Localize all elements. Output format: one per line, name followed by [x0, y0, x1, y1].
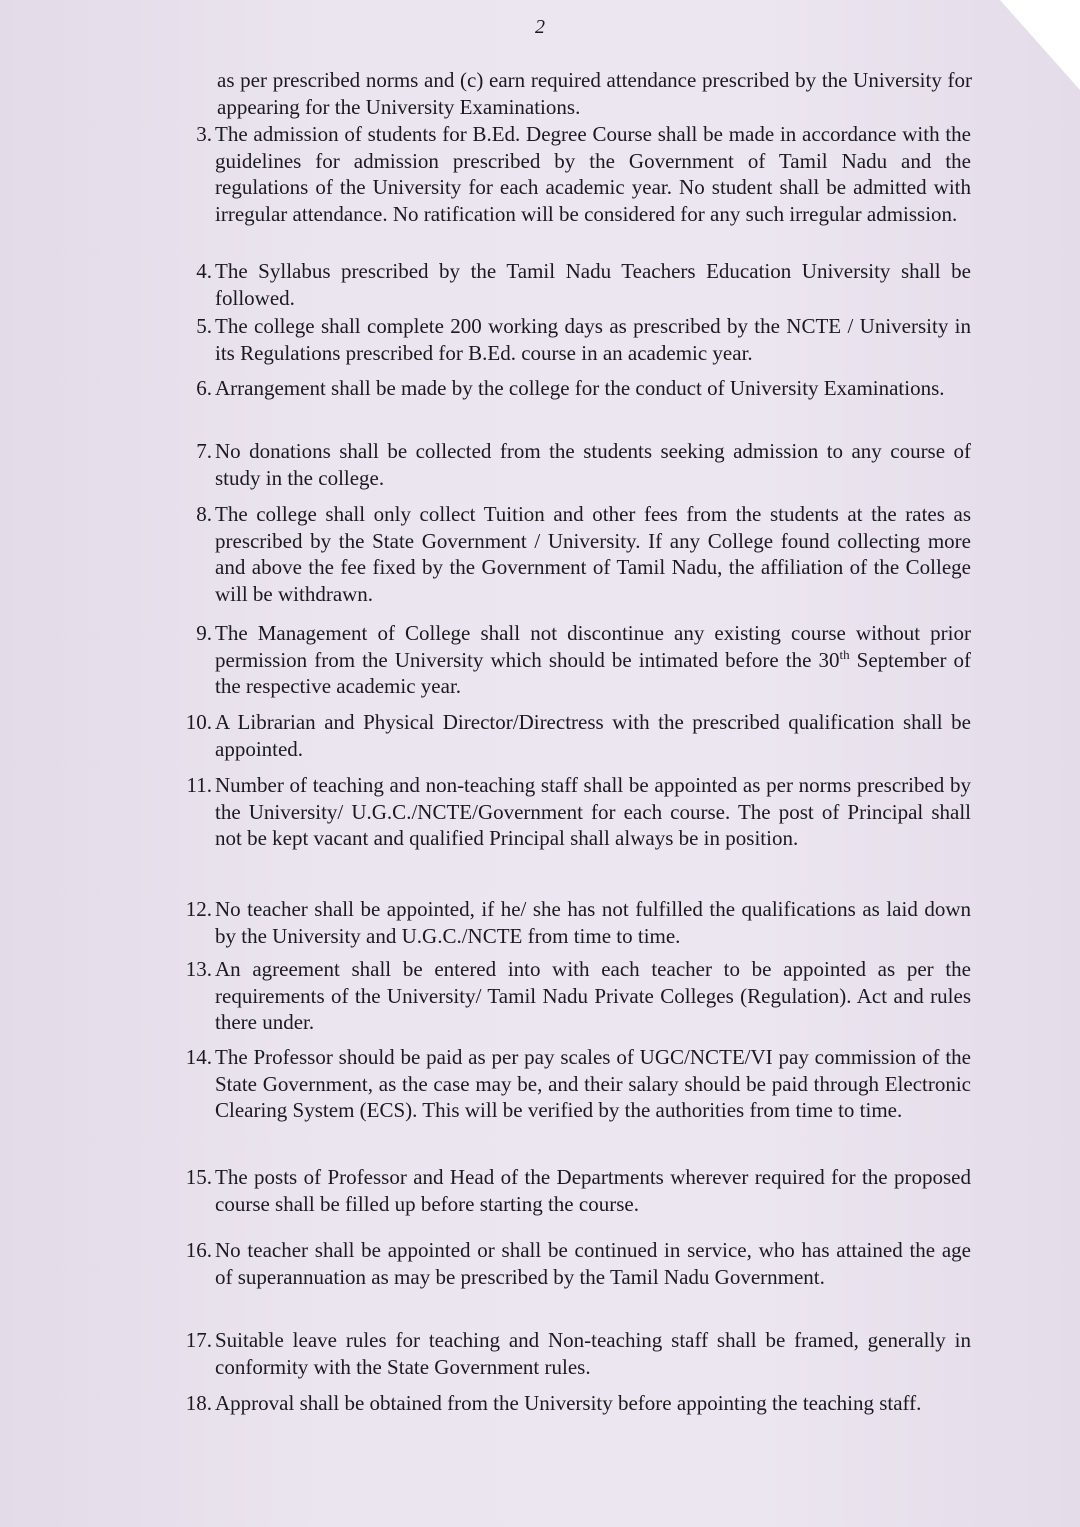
item-text: A Librarian and Physical Director/Directress with the prescribed qualification shall be appointed.: [215, 710, 971, 761]
item-text: An agreement shall be entered into with each teacher to be appointed as per the requirements of the University/ Tamil Nadu Private Colleges (Regulation). Act and rules there under.: [215, 957, 971, 1034]
item-number: 14.: [185, 1045, 212, 1069]
item-number: 6.: [196, 376, 212, 400]
item-number: 11.: [186, 773, 212, 797]
item-number: 3.: [196, 122, 212, 146]
page-number: 2: [535, 16, 545, 38]
item-text: No teacher shall be appointed, if he/ she has not fulfilled the qualifications as laid down by the University and U.G.C./NCTE from time to time.: [215, 897, 971, 948]
item-text: The Syllabus prescribed by the Tamil Nadu Teachers Education University shall be followed.: [215, 259, 971, 310]
item-number: 13.: [185, 957, 212, 981]
item-text: No teacher shall be appointed or shall be continued in service, who has attained the age of superannuation as may be prescribed by the Tamil Nadu Government.: [215, 1238, 971, 1289]
item-text: The admission of students for B.Ed. Degree Course shall be made in accordance with the guidelines for admission prescribed by the Government of Tamil Nadu and the regulations of the University for each academic year. No student shall be admitted with irregular attendance. No ratification will be considered for any such irregular admission.: [215, 122, 971, 226]
item-text: Approval shall be obtained from the University before appointing the teaching staff.: [215, 1391, 922, 1415]
item-number: 7.: [196, 439, 212, 463]
item-number: 16.: [185, 1238, 212, 1262]
item-number: 5.: [196, 314, 212, 338]
item-number: 8.: [196, 502, 212, 526]
item-number: 12.: [185, 897, 212, 921]
item-number: 18.: [185, 1391, 212, 1415]
item-text: The posts of Professor and Head of the Departments wherever required for the proposed course shall be filled up before starting the course.: [215, 1165, 971, 1216]
item-text: Suitable leave rules for teaching and Non-teaching staff shall be framed, generally in conformity with the State Government rules.: [215, 1328, 971, 1379]
item-text: No donations shall be collected from the students seeking admission to any course of study in the college.: [215, 439, 971, 490]
item-text: The college shall complete 200 working days as prescribed by the NCTE / University in its Regulations prescribed for B.Ed. course in an academic year.: [215, 314, 971, 365]
item-text: Arrangement shall be made by the college for the conduct of University Examinations.: [215, 376, 945, 400]
item-text: The Professor should be paid as per pay scales of UGC/NCTE/VI pay commission of the State Government, as the case may be, and their salary should be paid through Electronic Clearing System (ECS). This will be verified by the authorities from time to time.: [215, 1045, 971, 1122]
item-text: The college shall only collect Tuition and other fees from the students at the rates as prescribed by the State Government / University. If any College found collecting more and above the fee fixed by the Government of Tamil Nadu, the affiliation of the College will be withdrawn.: [215, 502, 971, 606]
item-number: 10.: [185, 710, 212, 734]
folded-corner: [1000, 0, 1080, 90]
item-number: 17.: [185, 1328, 212, 1352]
item-text: Number of teaching and non-teaching staff shall be appointed as per norms prescribed by the University/ U.G.C./NCTE/Government for each course. The post of Principal shall not be kept vacant and qualified Principal shall always be in position.: [215, 773, 971, 850]
item-number: 9.: [196, 621, 212, 645]
item-text: The Management of College shall not discontinue any existing course without prior permission from the University which should be intimated before the 30th September of the respective academic year.: [215, 621, 971, 698]
item-number: 15.: [185, 1165, 212, 1189]
item-number: 4.: [196, 259, 212, 283]
intro-paragraph: as per prescribed norms and (c) earn required attendance prescribed by the University for appearing for the University Examinations.: [217, 68, 972, 119]
